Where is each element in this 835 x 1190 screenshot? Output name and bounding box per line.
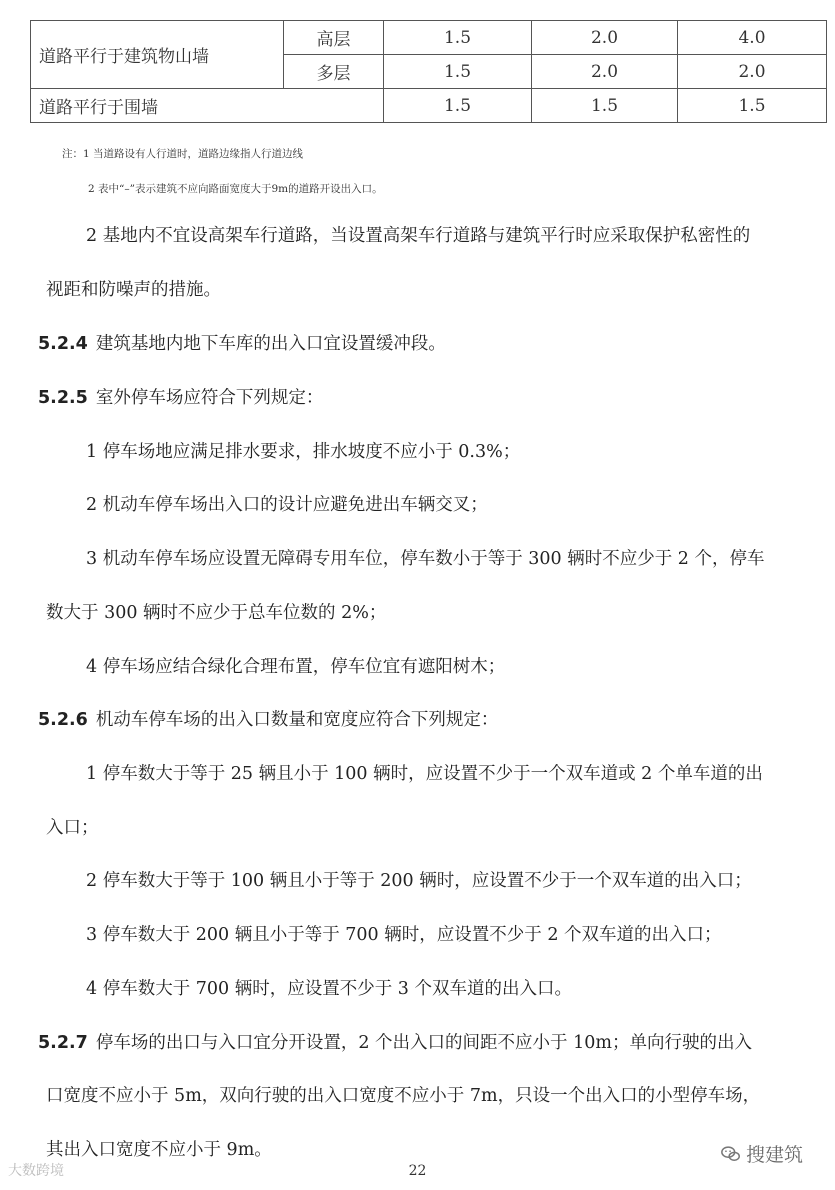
paragraph: 口宽度不应小于 5m，双向行驶的出入口宽度不应小于 7m，只设一个出入口的小型停车场， (46, 1086, 761, 1106)
paragraph: 其出入口宽度不应小于 9m。 (46, 1140, 272, 1160)
paragraph: 4 停车场应结合绿化合理布置，停车位宜有遮阳树木； (86, 657, 506, 677)
clause-5-2-7: 5.2.7 停车场的出口与入口宜分开设置，2 个出入口的间距不应小于 10m；单向行驶的出入 (38, 1033, 752, 1053)
distance-table (30, 20, 827, 123)
watermark-left: 大数跨境 (8, 1163, 64, 1179)
table-cell: 多层 (284, 55, 384, 89)
paragraph: 1 停车场地应满足排水要求，排水坡度不应小于 0.3%； (86, 442, 521, 462)
paragraph: 2 基地内不宜设高架车行道路，当设置高架车行道路与建筑平行时应采取保护私密性的 (86, 226, 751, 246)
paragraph: 2 停车数大于等于 100 辆且小于等于 200 辆时，应设置不少于一个双车道的出入口； (86, 871, 752, 891)
paragraph: 3 机动车停车场应设置无障碍专用车位，停车数小于等于 300 辆时不应少于 2 个，停车 (86, 549, 765, 569)
table-cell: 2.0 (532, 55, 678, 89)
watermark-right (720, 1140, 803, 1167)
table-cell: 2.0 (678, 55, 827, 89)
table-cell: 1.5 (678, 89, 827, 123)
table-row (31, 89, 827, 123)
paragraph: 2 机动车停车场出入口的设计应避免进出车辆交叉； (86, 495, 488, 515)
table-cell: 1.5 (384, 55, 532, 89)
paragraph: 4 停车数大于 700 辆时，应设置不少于 3 个双车道的出入口。 (86, 979, 572, 999)
table-note: 注：1 当道路设有人行道时，道路边缘指人行道边线 (62, 148, 304, 160)
table-cell: 高层 (284, 21, 384, 55)
table-cell: 1.5 (384, 89, 532, 123)
table-cell: 2.0 (532, 21, 678, 55)
paragraph: 视距和防噪声的措施。 (46, 280, 221, 300)
table-note: 2 表中“–”表示建筑不应向路面宽度大于9m的道路开设出入口。 (88, 183, 383, 195)
paragraph: 入口； (46, 818, 99, 838)
wechat-icon (720, 1143, 742, 1165)
paragraph: 1 停车数大于等于 25 辆且小于 100 辆时，应设置不少于一个双车道或 2 个单车道的出 (86, 764, 763, 784)
table-cell: 道路平行于建筑物山墙 (31, 21, 284, 89)
table-cell: 1.5 (384, 21, 532, 55)
table-cell: 4.0 (678, 21, 827, 55)
clause-5-2-5: 5.2.5 室外停车场应符合下列规定： (38, 388, 324, 408)
table-row (31, 21, 827, 55)
paragraph: 数大于 300 辆时不应少于总车位数的 2%； (46, 603, 387, 623)
clause-5-2-4: 5.2.4 建筑基地内地下车库的出入口宜设置缓冲段。 (38, 334, 446, 354)
watermark-text: 搜建筑 (746, 1144, 804, 1166)
page-number: 22 (408, 1163, 427, 1179)
paragraph: 3 停车数大于 200 辆且小于等于 700 辆时，应设置不少于 2 个双车道的出入口； (86, 925, 722, 945)
table-cell: 道路平行于围墙 (31, 89, 384, 123)
clause-5-2-6: 5.2.6 机动车停车场的出入口数量和宽度应符合下列规定： (38, 710, 499, 730)
table-cell: 1.5 (532, 89, 678, 123)
